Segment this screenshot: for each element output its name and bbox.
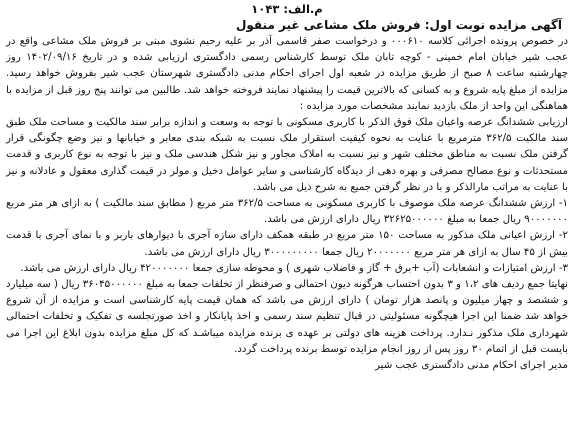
item-2-building-value: ۲- ارزش اعیانی ملک مذکور به مساحت ۱۵۰ متر مربع در طبقه همکف دارای سازه آجری با دیوارهای باربر و با نمای آجری با قدمت بیش از ۴۵ سال به ازای هر متر مربع ۲۰۰۰۰۰۰۰ ریال جمعا ۳۰۰۰۰۰۰۰۰۰ ریال دارای ارزش می باشد. [6, 230, 568, 258]
notice-title: آگهی مزایده نوبت اول: فروش ملک مشاعی غیر منقول [235, 18, 562, 32]
notice-code: م.الف: ۱۰۴۳ [251, 2, 323, 16]
appraisal-paragraph: ارزیابی ششدانگ عرصه واعیان ملک فوق الذکر با کاربری مسکونی با توجه به وسعت و اندازه برابر سند مالکیت و مساحت ملک طبق سند مالکیت ۳۶۲/۵ مترمربع با عنایت به نحوه کیفیت استقرار ملک نسبت به شبکه بندی معابر و خیابانها و نیز وضع چگونگی قرار گرفتن ملک نسبت به مناطق مختلف شهر و نیز نسبت به املاک مجاور و نیز شکل هندسی ملک و نیز با توجه به نوع کاربری و قدمت مستحدثات و نوع مصالح مصرفی و بهره دهی از دیدگاه کارشناسی و سایر عوامل دخیل و مولر در قیمت گذاری معقول و عادلانه و نیز با عنایت به مراتب مارالذکر و با در نظر گرفتن جمیع به شرح ذیل می باشد. [6, 117, 568, 193]
item-3-utilities-value: ۳- ارزش امتیازات و انشعابات (آب +برق + گاز و فاضلاب شهری ) و محوطه سازی جمعا ۴۲۰۰۰۰۰۰۰ ریال دارای ارزش می باشد. [20, 262, 568, 274]
intro-paragraph: در خصوص پرونده اجرائی کلاسه ۰۰۰۶۱۰ و درخواست صفر قاسمی آذر بر علیه رحیم نشوی مبنی بر فروش ملک مشاعی واقع در عجب شیر خیابان امام خمینی - کوچه تابان ملک توسط کارشناس رسمی دادگستری ارزیابی شده و در تاریخ ۱۴۰۲/۰۹/۱۶ روز چهارشنبه ساعت ۸ صبح از طریق مزایده در شعبه اول اجرای احکام مدنی دادگستری شهرستان عجب شیر بفروش خواهد رسید. مزایده از مبلغ پایه شروع و به کسانی که بالاترین قیمت را پیشنهاد نمایند فروخته خواهد شد. طالبین می توانند پنج روز قبل از مزایده با هماهنگی این واحد از ملک بازدید نمایند مشخصات مورد مزایده : [6, 36, 569, 112]
notice-body [6, 34, 568, 358]
signature: مدیر اجرای احکام مدنی دادگستری عجب شیر [375, 360, 568, 372]
total-value-paragraph: نهایتا جمع ردیف های ۱،۲ و ۳ بدون احتساب هرگونه دیون احتمالی و صرفنظر از تخلفات جمعا به مبلغ ۳۶۰۴۵۰۰۰۰۰۰ ریال ( سه میلیارد و ششصد و چهار میلیون و پانصد هزار تومان ) دارای ارزش می باشد که همان قیمت پایه کارشناسی است و مزایده از آن شروع خواهد شد ضمنا این اجرا هیچگونه مسئولیتی در قبال تنظیم سند رسمی و اخذ پایانکار و اخذ صورتجلسه ی تفکیک و تخلفات احتمالی شهرداری ملک مذکور نـدارد. پرداخت هزینه های دولتی بر عهده ی برنده مزایده میباشـد که کل مبلغ مزایده بدون ابلاغ این اجرا می بایست قبل از اتمام ۳۰ روز پس از روز انجام مزایده توسط برنده پرداخت گردد. [6, 279, 568, 355]
item-1-land-value: ۱- ارزش ششدانگ عرصه ملک موصوف با کاربری مسکونی به مساحت ۳۶۲/۵ متر مربع ( مطابق سند مالکیت ) به ازای هر متر مربع ۹۰۰۰۰۰۰۰ ریال جمعا به مبلغ ۳۲۶۲۵۰۰۰۰۰۰ ریال دارای ارزش می باشد. [6, 198, 568, 226]
